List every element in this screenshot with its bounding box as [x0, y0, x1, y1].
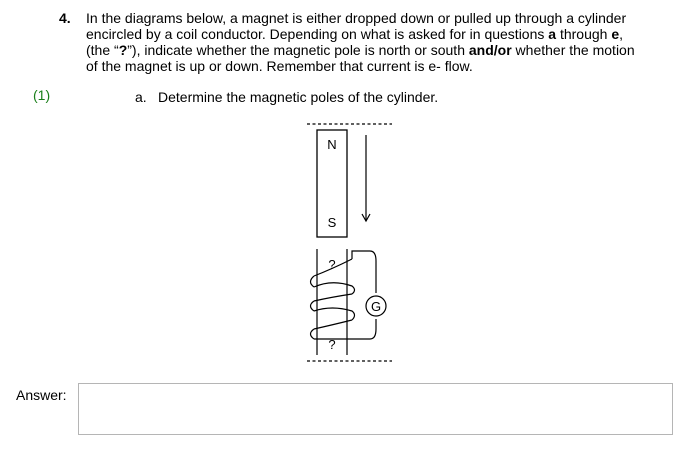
question-bold-e: e	[611, 26, 620, 42]
question-line-3-part: whether the motion	[511, 42, 635, 58]
question-line-4: of the magnet is up or down. Remember that current is e- flow.	[86, 58, 473, 74]
points-value: (1)	[33, 87, 51, 103]
answer-input[interactable]	[78, 383, 673, 435]
magnet-south-pole-label: S	[327, 215, 337, 230]
answer-label: Answer:	[16, 387, 67, 403]
coil-conductor	[311, 251, 377, 339]
question-line-2-part: ,	[619, 26, 624, 42]
cylinder-bottom-pole-label: ?	[328, 337, 336, 352]
question-bold-a: a	[548, 26, 557, 42]
question-line-1: In the diagrams below, a magnet is either dropped down or pulled up through a cylinder	[86, 10, 627, 26]
question-line-3-part: (the “	[86, 42, 119, 58]
question-line-3-part: ”), indicate whether the magnetic pole is north or south	[127, 42, 469, 58]
galvanometer-label: G	[370, 299, 382, 314]
question-line-2-part: encircled by a coil conductor. Depending on what is asked for in questions	[86, 26, 549, 42]
magnet-coil-diagram	[300, 115, 400, 370]
question-line-2	[86, 26, 676, 42]
cylinder-top-pole-label: ?	[328, 257, 336, 272]
question-bold-and-or: and/or	[468, 42, 512, 58]
subquestion-letter: a.	[135, 89, 147, 105]
question-text	[86, 10, 676, 74]
question-bold-question-mark: ?	[118, 42, 128, 58]
question-number: 4.	[59, 10, 71, 26]
subquestion-text: Determine the magnetic poles of the cylinder.	[158, 89, 439, 105]
question-line-3	[86, 42, 676, 58]
magnet-north-pole-label: N	[327, 137, 337, 152]
question-line-2-part: through	[556, 26, 612, 42]
